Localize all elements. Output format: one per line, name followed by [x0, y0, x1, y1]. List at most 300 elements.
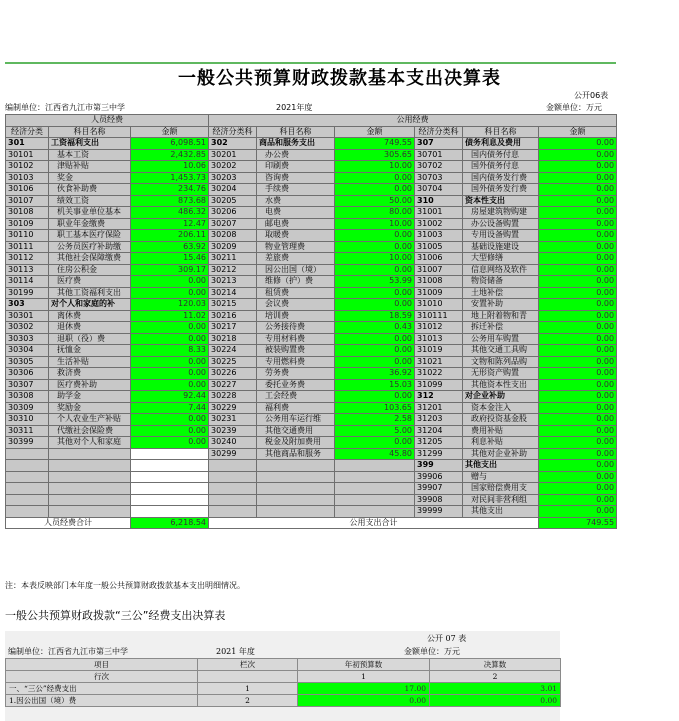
subject-name-cell: 国外债务发行费: [463, 184, 539, 196]
econ-code-cell: 30110: [6, 230, 49, 242]
econ-code-cell: 31006: [415, 253, 463, 265]
table-row: [6, 138, 617, 150]
table-row: [6, 161, 617, 173]
amount-cell: 0.00: [539, 322, 617, 334]
amount-cell: 0.00: [335, 437, 415, 449]
table-body: [6, 138, 617, 518]
econ-code-cell: 30299: [209, 448, 257, 460]
econ-code-cell: 30240: [209, 437, 257, 449]
subject-name-cell: 对个人和家庭的补: [49, 299, 131, 311]
subject-name-cell: 其他资本性支出: [463, 379, 539, 391]
table-row: [6, 207, 617, 219]
report2-form-code: 公开 07 表: [427, 634, 467, 643]
amount-cell: 0.00: [335, 356, 415, 368]
amount-cell: 50.00: [335, 195, 415, 207]
amount-cell: 0.00: [335, 184, 415, 196]
econ-code-cell: 31299: [415, 448, 463, 460]
econ-code-cell: 39999: [415, 506, 463, 518]
subject-name-cell: 公务用车运行维: [257, 414, 335, 426]
subject-name-cell: 其他支出: [463, 460, 539, 472]
econ-code-cell: 31012: [415, 322, 463, 334]
column-subheader: [198, 671, 298, 683]
table-row: [6, 356, 617, 368]
report2-unit: 编制单位：江西省九江市第三中学: [8, 647, 128, 656]
amount-cell: 0.00: [539, 437, 617, 449]
econ-code-cell: [209, 494, 257, 506]
subject-name-cell: 利息补贴: [463, 437, 539, 449]
econ-code-cell: 31205: [415, 437, 463, 449]
subject-name-cell: 其他交通工具购: [463, 345, 539, 357]
amount-cell: 0.00: [335, 391, 415, 403]
column-header: 年初预算数: [298, 659, 430, 671]
subject-name-cell: 国家赔偿费用支: [463, 483, 539, 495]
subject-name-cell: 办公设备购置: [463, 218, 539, 230]
amount-cell: 309.17: [131, 264, 209, 276]
subject-name-cell: 印刷费: [257, 161, 335, 173]
group-header-personnel: 人员经费: [6, 115, 209, 127]
report2-amount-unit: 金额单位：万元: [404, 647, 460, 656]
subject-name-cell: 取暖费: [257, 230, 335, 242]
subject-name-cell: 福利费: [257, 402, 335, 414]
econ-code-cell: 31013: [415, 333, 463, 345]
subject-name-cell: 被装购置费: [257, 345, 335, 357]
amount-cell: 63.92: [131, 241, 209, 253]
subject-name-cell: 对民间非营利组: [463, 494, 539, 506]
subject-name-cell: 债务利息及费用: [463, 138, 539, 150]
subject-name-cell: 无形资产购置: [463, 368, 539, 380]
amount-cell: 0.00: [131, 356, 209, 368]
subject-name-cell: 地上附着物和青: [463, 310, 539, 322]
subject-name-cell: 专用材料费: [257, 333, 335, 345]
econ-code-cell: 30231: [209, 414, 257, 426]
subject-name-cell: 机关事业单位基本: [49, 207, 131, 219]
amount-cell: 53.99: [335, 276, 415, 288]
column-header: 项目: [6, 659, 198, 671]
subject-name-cell: [49, 506, 131, 518]
econ-code-cell: 302: [209, 138, 257, 150]
subject-name-cell: [257, 483, 335, 495]
subject-name-cell: 医疗费补助: [49, 379, 131, 391]
column-header: 科目名称: [257, 126, 335, 138]
subject-name-cell: 租赁费: [257, 287, 335, 299]
report-title: 一般公共预算财政拨款基本支出决算表: [178, 68, 501, 89]
econ-code-cell: 30701: [415, 149, 463, 161]
table-row: [6, 287, 617, 299]
subject-name-cell: 会议费: [257, 299, 335, 311]
econ-code-cell: [209, 460, 257, 472]
amount-cell: 0.00: [539, 356, 617, 368]
amount-cell: 0.00: [539, 195, 617, 207]
subject-name-cell: 专用设备购置: [463, 230, 539, 242]
econ-code-cell: 30215: [209, 299, 257, 311]
amount-cell: 749.55: [335, 138, 415, 150]
amount-cell: 8.33: [131, 345, 209, 357]
econ-code-cell: 30702: [415, 161, 463, 173]
subject-name-cell: 其他交通费用: [257, 425, 335, 437]
econ-code-cell: 31203: [415, 414, 463, 426]
econ-code-cell: 30703: [415, 172, 463, 184]
subject-name-cell: 离休费: [49, 310, 131, 322]
econ-code-cell: 30228: [209, 391, 257, 403]
econ-code-cell: 30226: [209, 368, 257, 380]
subject-name-cell: 对企业补助: [463, 391, 539, 403]
amount-cell: 0.00: [539, 172, 617, 184]
econ-code-cell: 30206: [209, 207, 257, 219]
econ-code-cell: [209, 471, 257, 483]
amount-cell: [335, 494, 415, 506]
column-header: 栏次: [198, 659, 298, 671]
table-row: [6, 483, 617, 495]
amount-cell: 0.00: [539, 379, 617, 391]
subject-name-cell: 公务接待费: [257, 322, 335, 334]
amount-cell: 5.00: [335, 425, 415, 437]
subject-name-cell: 拆迁补偿: [463, 322, 539, 334]
expenditure-table: [5, 114, 617, 529]
unit-label: 编制单位：江西省九江市第三中学: [5, 103, 125, 112]
econ-code-cell: 30114: [6, 276, 49, 288]
column-header: 经济分类科: [209, 126, 257, 138]
subject-name-cell: 公务用车购置: [463, 333, 539, 345]
amount-cell: 0.00: [539, 471, 617, 483]
subject-name-cell: 救济费: [49, 368, 131, 380]
econ-code-cell: 30303: [6, 333, 49, 345]
subject-name-cell: 水费: [257, 195, 335, 207]
econ-code-cell: 39907: [415, 483, 463, 495]
subject-name-cell: 奖励金: [49, 402, 131, 414]
econ-code-cell: 31201: [415, 402, 463, 414]
final-amount-cell: 0.00: [430, 695, 561, 707]
subject-name-cell: 费用补贴: [463, 425, 539, 437]
amount-cell: 1,453.73: [131, 172, 209, 184]
subject-name-cell: 医疗费: [49, 276, 131, 288]
amount-cell: 0.00: [539, 402, 617, 414]
subject-name-cell: [257, 460, 335, 472]
econ-code-cell: 30306: [6, 368, 49, 380]
econ-code-cell: 30227: [209, 379, 257, 391]
form-code: 公开06表: [574, 91, 609, 100]
amount-cell: 45.80: [335, 448, 415, 460]
subject-name-cell: 其他商品和服务: [257, 448, 335, 460]
column-header: 金额: [335, 126, 415, 138]
subject-name-cell: [49, 448, 131, 460]
table-row: [6, 299, 617, 311]
subject-name-cell: 职工基本医疗保险: [49, 230, 131, 242]
econ-code-cell: 30310: [6, 414, 49, 426]
report2-title: 一般公共预算财政拨款“三公”经费支出决算表: [5, 609, 226, 622]
subject-name-cell: [257, 506, 335, 518]
table-row: [6, 276, 617, 288]
amount-cell: 0.00: [539, 253, 617, 265]
amount-cell: 10.00: [335, 161, 415, 173]
econ-code-cell: 30207: [209, 218, 257, 230]
subject-name-cell: 安置补助: [463, 299, 539, 311]
column-header: 决算数: [430, 659, 561, 671]
sangong-table: [5, 658, 561, 707]
total-public-value: 749.55: [539, 517, 617, 529]
subject-name-cell: 文物和陈列品购: [463, 356, 539, 368]
subject-name-cell: 其他社会保障缴费: [49, 253, 131, 265]
econ-code-cell: [209, 483, 257, 495]
table-row: [6, 368, 617, 380]
econ-code-cell: 30218: [209, 333, 257, 345]
econ-code-cell: 30204: [209, 184, 257, 196]
subject-name-cell: 土地补偿: [463, 287, 539, 299]
econ-code-cell: 30111: [6, 241, 49, 253]
econ-code-cell: 30101: [6, 149, 49, 161]
econ-code-cell: 30239: [209, 425, 257, 437]
econ-code-cell: 30113: [6, 264, 49, 276]
econ-code-cell: 30301: [6, 310, 49, 322]
subject-name-cell: 办公费: [257, 149, 335, 161]
amount-cell: 0.00: [335, 299, 415, 311]
subject-name-cell: 奖金: [49, 172, 131, 184]
amount-cell: 10.06: [131, 161, 209, 173]
subject-name-cell: 税金及附加费用: [257, 437, 335, 449]
sangong-header-row: [6, 659, 561, 671]
total-personnel-value: 6,218.54: [131, 517, 209, 529]
amount-cell: 0.00: [335, 345, 415, 357]
econ-code-cell: 31002: [415, 218, 463, 230]
column-header: 经济分类: [6, 126, 49, 138]
econ-code-cell: 30107: [6, 195, 49, 207]
econ-code-cell: 30229: [209, 402, 257, 414]
econ-code-cell: [6, 494, 49, 506]
econ-code-cell: 310: [415, 195, 463, 207]
amount-cell: 0.43: [335, 322, 415, 334]
table-row: [6, 241, 617, 253]
econ-code-cell: 31007: [415, 264, 463, 276]
amount-cell: 0.00: [539, 460, 617, 472]
subject-name-cell: 委托业务费: [257, 379, 335, 391]
amount-cell: [131, 460, 209, 472]
subject-name-cell: 维修（护）费: [257, 276, 335, 288]
econ-code-cell: 30202: [209, 161, 257, 173]
amount-cell: 0.00: [335, 241, 415, 253]
subject-name-cell: 国内债务付息: [463, 149, 539, 161]
amount-cell: 0.00: [539, 276, 617, 288]
table-row: [6, 230, 617, 242]
subject-name-cell: 国外债务付息: [463, 161, 539, 173]
table-row: [6, 391, 617, 403]
econ-code-cell: 30102: [6, 161, 49, 173]
econ-code-cell: 31010: [415, 299, 463, 311]
column-subheader: 1: [298, 671, 430, 683]
column-header-row: [6, 126, 617, 138]
final-amount-cell: 3.01: [430, 683, 561, 695]
econ-code-cell: [209, 506, 257, 518]
subject-name-cell: 大型修缮: [463, 253, 539, 265]
econ-code-cell: 30213: [209, 276, 257, 288]
table-row: [6, 333, 617, 345]
amount-cell: 0.00: [539, 310, 617, 322]
econ-code-cell: 30205: [209, 195, 257, 207]
subject-name-cell: 工资福利支出: [49, 138, 131, 150]
subject-name-cell: 差旅费: [257, 253, 335, 265]
econ-code-cell: 31021: [415, 356, 463, 368]
subject-name-cell: 培训费: [257, 310, 335, 322]
econ-code-cell: 31019: [415, 345, 463, 357]
subject-name-cell: 个人农业生产补贴: [49, 414, 131, 426]
amount-cell: 15.03: [335, 379, 415, 391]
table-row: [6, 460, 617, 472]
subject-name-cell: 其他支出: [463, 506, 539, 518]
table-row: [6, 448, 617, 460]
econ-code-cell: 30211: [209, 253, 257, 265]
amount-cell: 0.00: [539, 391, 617, 403]
totals-row: [6, 517, 617, 529]
amount-cell: 206.11: [131, 230, 209, 242]
amount-cell: 0.00: [131, 379, 209, 391]
amount-cell: [131, 448, 209, 460]
econ-code-cell: 30214: [209, 287, 257, 299]
amount-cell: [335, 471, 415, 483]
budget-amount-cell: 0.00: [298, 695, 430, 707]
subject-name-cell: 物业管理费: [257, 241, 335, 253]
econ-code-cell: 31008: [415, 276, 463, 288]
amount-cell: [131, 506, 209, 518]
amount-cell: 0.00: [131, 414, 209, 426]
amount-cell: 0.00: [335, 333, 415, 345]
econ-code-cell: 30209: [209, 241, 257, 253]
econ-code-cell: [6, 460, 49, 472]
subject-name-cell: 信息网络及软件: [463, 264, 539, 276]
amount-cell: 0.00: [335, 230, 415, 242]
amount-cell: [131, 471, 209, 483]
econ-code-cell: 39908: [415, 494, 463, 506]
econ-code-cell: 30309: [6, 402, 49, 414]
subject-name-cell: 其他工资福利支出: [49, 287, 131, 299]
econ-code-cell: 30704: [415, 184, 463, 196]
amount-cell: 0.00: [131, 276, 209, 288]
table-row: [6, 379, 617, 391]
table-row: [6, 184, 617, 196]
econ-code-cell: 30307: [6, 379, 49, 391]
econ-code-cell: 30308: [6, 391, 49, 403]
subject-name-cell: 抚恤金: [49, 345, 131, 357]
subject-name-cell: [257, 494, 335, 506]
subject-name-cell: 绩效工资: [49, 195, 131, 207]
subject-name-cell: 津贴补贴: [49, 161, 131, 173]
econ-code-cell: 30311: [6, 425, 49, 437]
amount-cell: 0.00: [539, 299, 617, 311]
subject-name-cell: 政府投资基金股: [463, 414, 539, 426]
amount-cell: 0.00: [539, 287, 617, 299]
amount-cell: 120.03: [131, 299, 209, 311]
amount-cell: 0.00: [539, 425, 617, 437]
econ-code-cell: 30399: [6, 437, 49, 449]
table-row: [6, 149, 617, 161]
amount-cell: 486.32: [131, 207, 209, 219]
subject-name-cell: 资本金注入: [463, 402, 539, 414]
amount-cell: 0.00: [539, 184, 617, 196]
econ-code-cell: 30217: [209, 322, 257, 334]
amount-cell: 0.00: [539, 333, 617, 345]
table-row: [6, 506, 617, 518]
table-row: [6, 264, 617, 276]
amount-cell: 305.65: [335, 149, 415, 161]
amount-cell: [131, 483, 209, 495]
subject-name-cell: 公务员医疗补助缴: [49, 241, 131, 253]
econ-code-cell: 31009: [415, 287, 463, 299]
table-row: [6, 345, 617, 357]
subject-name-cell: 咨询费: [257, 172, 335, 184]
subject-name-cell: 资本性支出: [463, 195, 539, 207]
table-row: [6, 310, 617, 322]
subject-name-cell: [49, 483, 131, 495]
table-row: [6, 437, 617, 449]
amount-cell: [335, 483, 415, 495]
amount-cell: 0.00: [335, 287, 415, 299]
subject-name-cell: 商品和服务支出: [257, 138, 335, 150]
table-row: [6, 494, 617, 506]
subject-name-cell: 其他对个人和家庭: [49, 437, 131, 449]
econ-code-cell: 31099: [415, 379, 463, 391]
subject-name-cell: 职业年金缴费: [49, 218, 131, 230]
table-row: [6, 414, 617, 426]
amount-cell: 0.00: [539, 483, 617, 495]
econ-code-cell: [6, 471, 49, 483]
column-no-cell: 2: [198, 695, 298, 707]
table-row: [6, 218, 617, 230]
subject-name-cell: 因公出国（境）: [257, 264, 335, 276]
amount-cell: 10.00: [335, 218, 415, 230]
amount-cell: 0.00: [539, 414, 617, 426]
amount-cell: 0.00: [539, 218, 617, 230]
amount-cell: 80.00: [335, 207, 415, 219]
column-header: 金额: [131, 126, 209, 138]
amount-cell: 0.00: [539, 207, 617, 219]
amount-cell: 0.00: [539, 345, 617, 357]
report2-year: 2021 年度: [216, 647, 255, 656]
amount-cell: 0.00: [539, 230, 617, 242]
subject-name-cell: 物资储备: [463, 276, 539, 288]
amount-cell: 0.00: [539, 241, 617, 253]
econ-code-cell: 30201: [209, 149, 257, 161]
econ-code-cell: 30199: [6, 287, 49, 299]
subject-name-cell: [49, 494, 131, 506]
table-row: [6, 253, 617, 265]
amount-cell: 0.00: [539, 138, 617, 150]
column-no-cell: 1: [198, 683, 298, 695]
econ-code-cell: 30224: [209, 345, 257, 357]
table-row: [6, 402, 617, 414]
subject-name-cell: 国内债务发行费: [463, 172, 539, 184]
amount-cell: 10.00: [335, 253, 415, 265]
column-subheader: 2: [430, 671, 561, 683]
econ-code-cell: [6, 448, 49, 460]
econ-code-cell: 30208: [209, 230, 257, 242]
subject-name-cell: 其他对企业补助: [463, 448, 539, 460]
sangong-body: [6, 659, 561, 707]
amount-cell: 873.68: [131, 195, 209, 207]
subject-name-cell: 赠与: [463, 471, 539, 483]
item-name-cell: 1.因公出国（境）费: [6, 695, 198, 707]
group-header-public: 公用经费: [209, 115, 617, 127]
econ-code-cell: 30225: [209, 356, 257, 368]
amount-cell: 7.44: [131, 402, 209, 414]
amount-cell: 0.00: [131, 333, 209, 345]
subject-name-cell: 退职（役）费: [49, 333, 131, 345]
econ-code-cell: 307: [415, 138, 463, 150]
econ-code-cell: 30112: [6, 253, 49, 265]
econ-code-cell: 30302: [6, 322, 49, 334]
sangong-row: [6, 695, 561, 707]
amount-cell: 0.00: [539, 161, 617, 173]
column-header: 科目名称: [463, 126, 539, 138]
subject-name-cell: [257, 471, 335, 483]
amount-cell: 0.00: [131, 322, 209, 334]
subject-name-cell: 工会经费: [257, 391, 335, 403]
